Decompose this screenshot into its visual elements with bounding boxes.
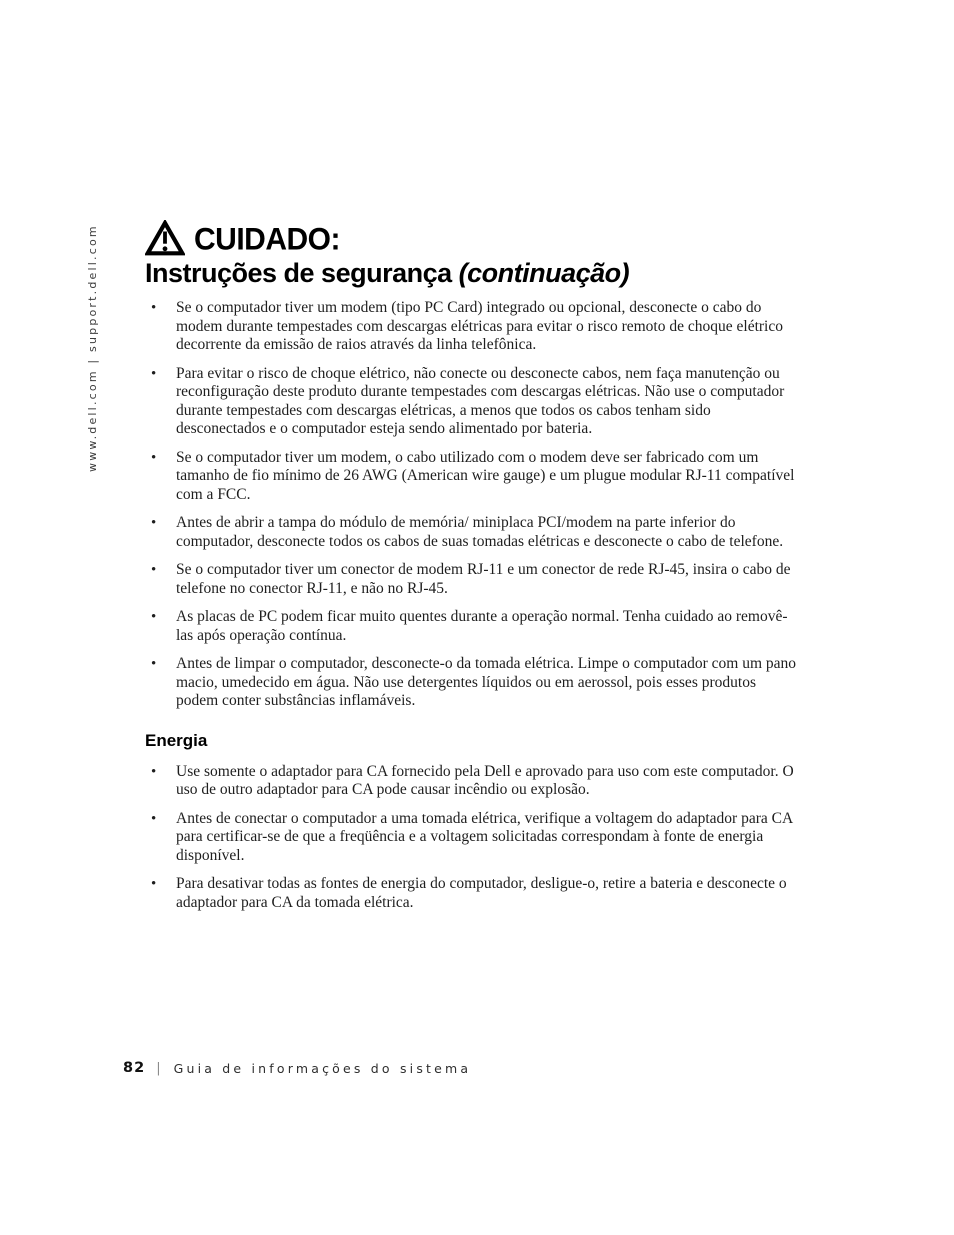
caution-header (145, 220, 803, 289)
list-item: • Se o computador tiver um conector de modem RJ-11 e um conector de rede RJ-45, insira o cabo de telefone no conector RJ-11, e não no RJ-45. (145, 561, 797, 598)
list-item: • Para evitar o risco de choque elétrico, não conecte ou desconecte cabos, nem faça manutenção ou reconfiguração deste produto durante tempestades com descargas elétricas. Não use o computador durante tempestades com descargas elétricas, a menos que todos os cabos tenham sido desconectados e o computador esteja sendo alimentado por bateria. (145, 365, 797, 439)
page-title-continuation: (continuação) (458, 258, 630, 288)
list-item: • Se o computador tiver um modem (tipo PC Card) integrado ou opcional, desconecte o cabo do modem durante tempestades com descargas elétricas para evitar o risco remoto de choque elétrico decorrente da emissão de raios através da linha telefônica. (145, 299, 797, 355)
list-item: • Use somente o adaptador para CA fornecido pela Dell e aprovado para uso com este computador. O uso de outro adaptador para CA pode causar incêndio ou explosão. (145, 763, 797, 800)
warning-triangle-icon (145, 220, 185, 256)
list-item: • Antes de abrir a tampa do módulo de memória/ miniplaca PCI/modem na parte inferior do computador, desconecte todos os cabos de suas tomadas elétricas e desconecte o cabo de telefone. (145, 514, 797, 551)
footer-document-title: Guia de informações do sistema (173, 1060, 472, 1076)
energia-instructions-list (145, 763, 797, 913)
list-item: • Antes de limpar o computador, desconecte-o da tomada elétrica. Limpe o computador com um pano macio, umedecido em água. Não use detergentes líquidos ou em aerossol, pois esses produtos podem conter substâncias inflamáveis. (145, 655, 797, 711)
safety-instructions-list (145, 299, 797, 711)
page-title-text: Instruções de segurança (145, 258, 459, 288)
list-item: • As placas de PC podem ficar muito quentes durante a operação normal. Tenha cuidado ao removê-las após operação contínua. (145, 608, 797, 645)
list-item: • Se o computador tiver um modem, o cabo utilizado com o modem deve ser fabricado com um tamanho de fio mínimo de 26 AWG (American wire gauge) e um plugue modular RJ-11 compatível com a FCC. (145, 449, 797, 505)
list-item: • Antes de conectar o computador a uma tomada elétrica, verifique a voltagem do adaptador para CA para certificar-se de que a freqüência e a voltagem solicitadas correspondam à fonte de energia disponível. (145, 810, 797, 866)
page-title (145, 257, 803, 289)
footer-separator: | (156, 1060, 161, 1076)
caution-label: CUIDADO: (194, 222, 340, 258)
content-column (145, 220, 803, 922)
list-item: • Para desativar todas as fontes de energia do computador, desligue-o, retire a bateria e desconecte o adaptador para CA da tomada elétrica. (145, 875, 797, 912)
page-footer (123, 1060, 471, 1076)
page-number: 82 (123, 1060, 146, 1076)
energia-section-heading: Energia (145, 730, 208, 750)
sidebar-url-text: www.dell.com | support.dell.com (86, 224, 99, 472)
caution-label-row (145, 220, 803, 256)
